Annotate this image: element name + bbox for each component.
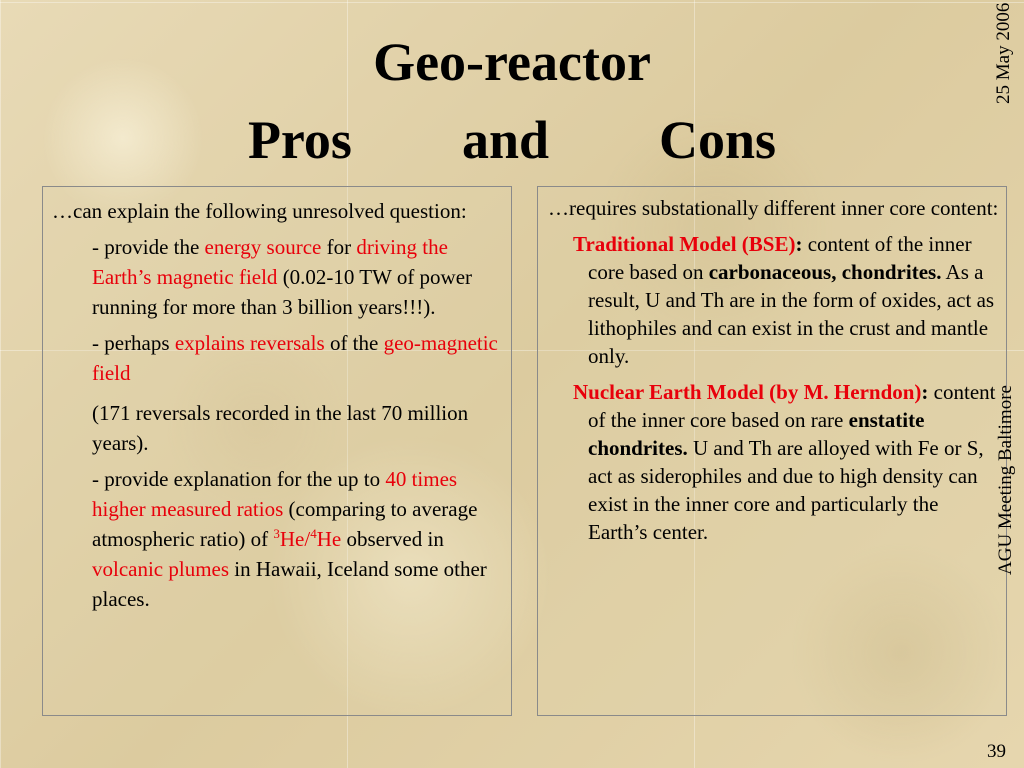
highlight: driving the Earth’s magnetic field <box>92 235 448 289</box>
subtitle-and: and <box>461 110 550 170</box>
highlight: explains reversals <box>174 331 325 355</box>
text: - perhaps <box>92 331 175 355</box>
pros-reversals-point <box>52 328 502 388</box>
superscript: 4 <box>310 526 317 541</box>
highlight: geo-magnetic field <box>92 331 498 385</box>
subtitle-pros: Pros <box>247 110 352 170</box>
emphasis: enstatite chondrites. <box>588 408 925 460</box>
subtitle-cons: Cons <box>659 110 777 170</box>
highlight: energy source <box>204 235 322 259</box>
slide-title: Geo-reactor <box>373 32 651 92</box>
cons-traditional-model <box>548 230 1000 370</box>
pros-intro: …can explain the following unresolved question: <box>52 199 467 223</box>
model-label: Traditional Model (BSE) <box>573 232 796 256</box>
text: : <box>921 380 929 404</box>
model-label: Nuclear Earth Model (by M. Herndon) <box>573 380 922 404</box>
pros-reversal-count: (171 reversals recorded in the last 70 million years). <box>92 401 469 455</box>
pros-content <box>52 196 502 614</box>
text: - provide explanation for the up to <box>92 467 386 491</box>
text: content of the inner core based on <box>588 232 972 284</box>
highlight: volcanic plumes <box>92 557 230 581</box>
slide-subtitle <box>0 108 1024 172</box>
pros-helium-point <box>52 464 502 614</box>
text: in Hawaii, Iceland some other places. <box>92 557 487 611</box>
side-date <box>993 2 1024 144</box>
text: (0.02-10 TW of power running for more than 3 billion years!!!). <box>92 265 473 319</box>
highlight: He <box>316 527 342 551</box>
text: of the <box>324 331 384 355</box>
text: for <box>321 235 357 259</box>
cons-nuclear-model <box>548 378 1000 546</box>
texture-seam <box>0 2 1024 3</box>
pros-energy-point <box>52 232 502 322</box>
date-text: 25 May 2006 <box>993 2 1014 104</box>
highlight: 40 times higher measured ratios <box>92 467 458 521</box>
side-meeting <box>995 385 1024 615</box>
text: (comparing to average atmospheric ratio) of <box>92 497 478 551</box>
text: content of the inner core based on rare <box>588 380 996 432</box>
text: : <box>795 232 803 256</box>
highlight: He/ <box>279 527 311 551</box>
cons-intro: …requires substationally different inner core content: <box>548 196 999 220</box>
text: U and Th are alloyed with Fe or S, act as siderophiles and due to high density can exist in the inner core and particularly the Earth’s center. <box>588 436 984 544</box>
text: observed in <box>341 527 444 551</box>
meeting-text: AGU Meeting Baltimore <box>995 385 1016 575</box>
text: - provide the <box>92 235 205 259</box>
superscript: 3 <box>273 526 280 541</box>
emphasis: carbonaceous, chondrites. <box>708 260 942 284</box>
cons-content <box>548 194 1000 546</box>
text: As a result, U and Th are in the form of oxides, act as lithophiles and can exist in the crust and mantle only. <box>588 260 995 368</box>
page-number: 39 <box>987 741 1006 762</box>
